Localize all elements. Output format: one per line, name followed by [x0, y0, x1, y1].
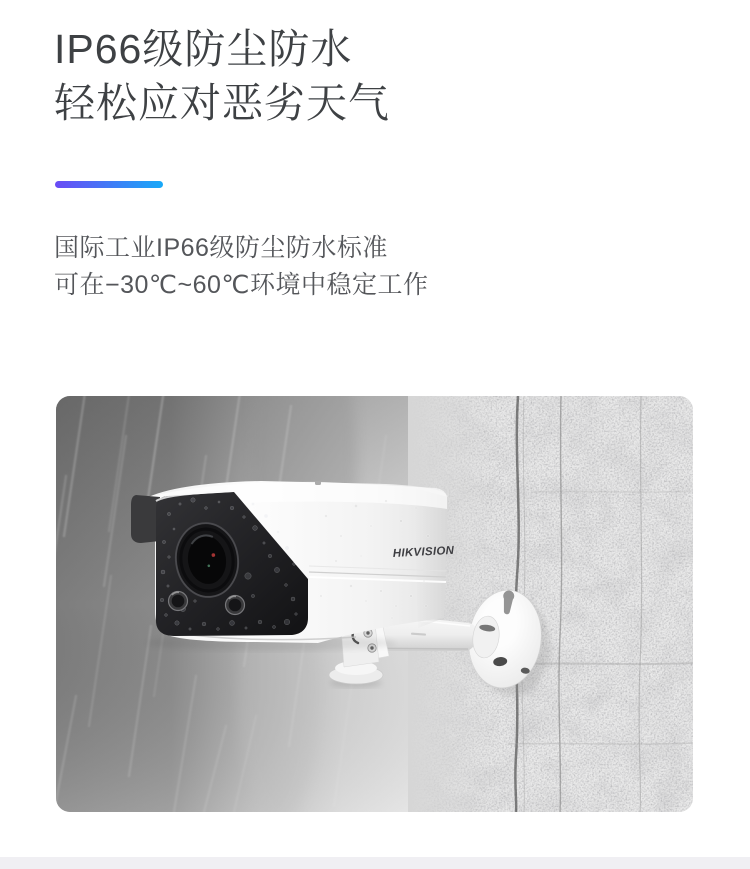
page-title-line-2: 轻松应对恶劣天气 — [54, 80, 390, 126]
feature-description-line-1: 国际工业IP66级防尘防水标准 — [54, 234, 388, 262]
page-title — [54, 22, 390, 130]
next-section-divider — [0, 857, 750, 869]
concrete-wall — [408, 396, 693, 812]
feature-description-line-2: 可在−30℃~60℃环境中稳定工作 — [54, 271, 429, 299]
hikvision-logo-text: HIKVISION — [392, 544, 455, 560]
ir-led-left — [169, 592, 188, 611]
top-screw — [315, 481, 321, 485]
feature-description — [54, 230, 428, 304]
shield-end-cap — [131, 495, 160, 543]
product-photo-illustration — [56, 396, 693, 812]
accent-gradient-bar — [55, 181, 163, 188]
product-photo — [56, 396, 693, 812]
page-title-line-1: IP66级防尘防水 — [54, 26, 353, 72]
ir-led-right — [226, 596, 245, 615]
